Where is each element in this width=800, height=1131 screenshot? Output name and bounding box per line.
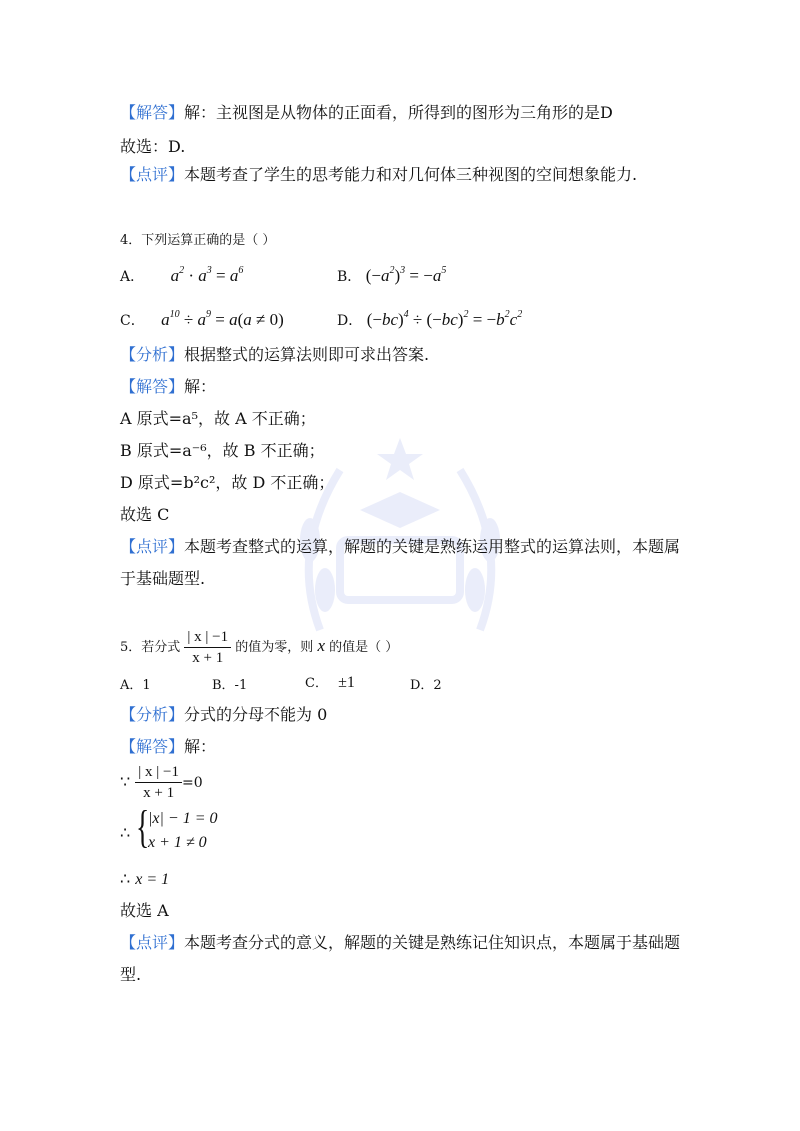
answer-text: 解： <box>184 377 217 396</box>
q5-because-line <box>120 760 203 805</box>
analysis-text: 分式的分母不能为 0 <box>184 705 328 724</box>
comment-text: 本题考查了学生的思考能力和对几何体三种视图的空间想象能力. <box>184 165 638 184</box>
q4-option-b: B． $(-a^2)^3 = -a^5$ <box>337 265 447 285</box>
stem-middle: 的值为零，则 <box>235 640 314 655</box>
fraction-numerator: | x | −1 <box>184 627 231 648</box>
q3-select: 故选：D. <box>120 137 186 156</box>
q5-stem <box>120 624 398 670</box>
stem-fraction <box>184 627 231 668</box>
q5-comment-line2: 型. <box>120 965 142 984</box>
q4-comment-line1 <box>120 536 680 558</box>
stem-prefix: 5．若分式 <box>120 640 181 655</box>
fraction-denominator: x + 1 <box>143 785 175 801</box>
comment-text: 本题考查整式的运算，解题的关键是熟练运用整式的运算法则，本题属 <box>184 537 681 556</box>
q5-select: 故选 A <box>120 901 169 920</box>
q4-line-b: B 原式=a⁻⁶，故 B 不正确； <box>120 441 325 460</box>
q4-line-a: A 原式=a⁵，故 A 不正确； <box>120 409 316 428</box>
comment-tag: 【点评】 <box>120 933 185 952</box>
q5-answer <box>120 736 216 758</box>
option-label: D． <box>337 313 363 329</box>
analysis-tag: 【分析】 <box>120 705 185 724</box>
comment-text: 本题考查分式的意义，解题的关键是熟练记住知识点，本题属于基础题 <box>184 933 681 952</box>
q4-stem: 4．下列运算正确的是（ ） <box>120 233 276 248</box>
stem-variable: x <box>317 636 325 655</box>
q4-answer <box>120 376 216 398</box>
result: x = 1 <box>135 871 170 888</box>
stem-suffix: 的值是（ ） <box>329 640 399 655</box>
system-equation-2: x + 1 ≠ 0 <box>148 834 207 851</box>
q5-comment-line1 <box>120 932 680 954</box>
comment-tag: 【点评】 <box>120 165 185 184</box>
option-label: B． <box>337 269 362 285</box>
q4-option-a: A． $a^2 \cdot a^3 = a^6$ <box>120 265 244 285</box>
option-label: C． <box>305 676 328 691</box>
therefore-symbol: ∴ <box>120 869 131 888</box>
system-brace: { <box>136 801 150 852</box>
q5-therefore-result <box>120 868 169 891</box>
q5-option-c <box>305 672 355 692</box>
answer-text: 解：主视图是从物体的正面看，所得到的图形为三角形的是D <box>184 103 613 122</box>
q4-analysis <box>120 344 429 366</box>
q4-option-d: D． $(-bc)^4 \div (-bc)^2 = -b^2c^2$ <box>337 309 523 329</box>
therefore-symbol: ∴ <box>120 823 131 842</box>
fraction-numerator: | x | −1 <box>135 762 182 783</box>
q5-option-b: B．-1 <box>212 678 248 693</box>
option-value: ±1 <box>338 674 355 691</box>
system-equation-1: |x| − 1 = 0 <box>148 810 218 827</box>
option-label: A． <box>120 269 145 285</box>
answer-text: 解： <box>184 737 217 756</box>
because-symbol: ∵ <box>120 772 131 791</box>
answer-tag: 【解答】 <box>120 377 185 396</box>
because-fraction <box>135 762 182 803</box>
q4-comment-line2: 于基础题型. <box>120 569 206 588</box>
q5-option-d: D．2 <box>410 678 442 693</box>
q5-analysis <box>120 704 327 726</box>
option-label: C． <box>120 313 145 329</box>
fraction-denominator: x + 1 <box>192 650 224 666</box>
comment-tag: 【点评】 <box>120 537 185 556</box>
equals-zero: =0 <box>182 775 203 791</box>
answer-tag: 【解答】 <box>120 103 185 122</box>
q4-option-c: C． $a^{10} \div a^9 = a(a \ne 0)$ <box>120 309 284 329</box>
analysis-tag: 【分析】 <box>120 345 185 364</box>
answer-tag: 【解答】 <box>120 737 185 756</box>
q3-comment <box>120 164 637 186</box>
analysis-text: 根据整式的运算法则即可求出答案. <box>184 345 430 364</box>
q5-option-a: A．1 <box>120 678 151 693</box>
q4-select: 故选 C <box>120 505 170 524</box>
q3-answer <box>120 102 613 124</box>
q4-line-d: D 原式=b²c²，故 D 不正确； <box>120 473 335 492</box>
